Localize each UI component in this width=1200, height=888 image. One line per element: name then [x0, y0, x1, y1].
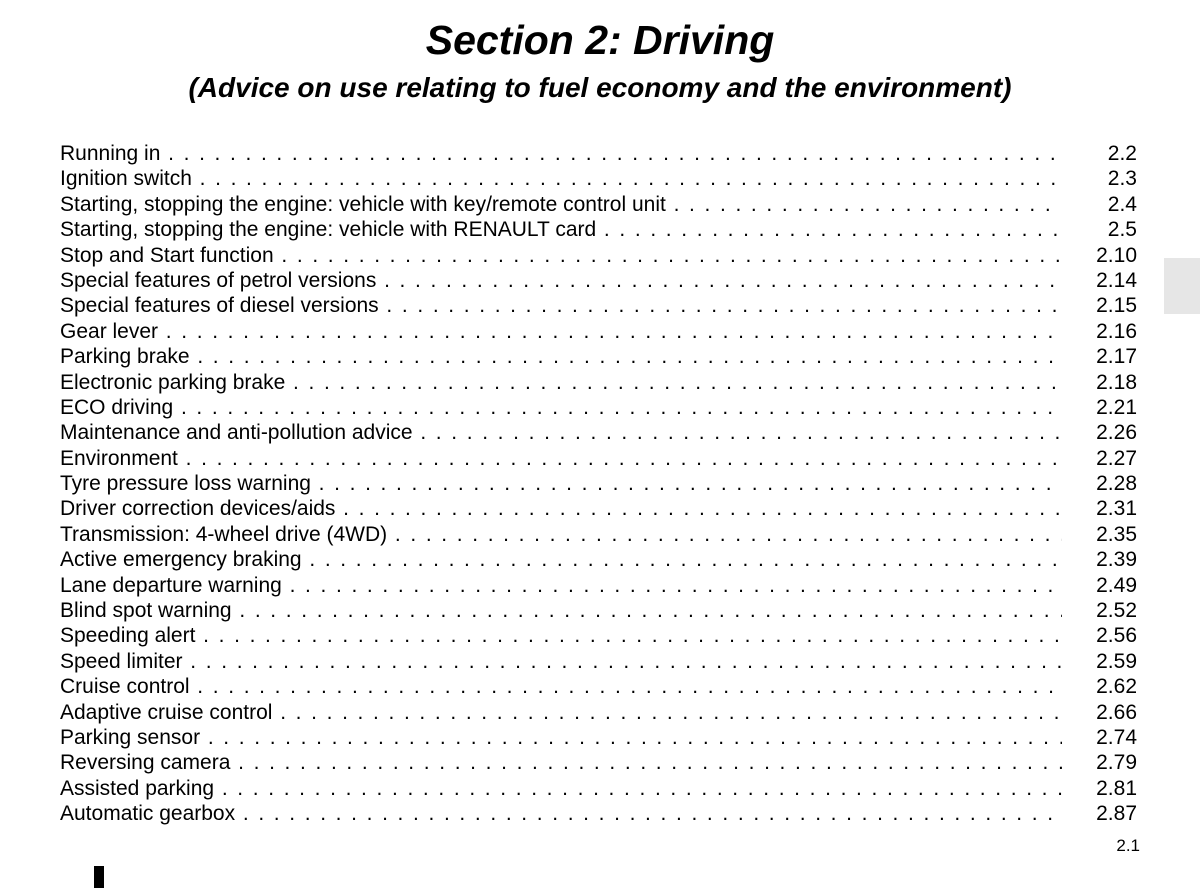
toc-entry-page: 2.59: [1096, 649, 1137, 673]
toc-entry-cruise-control[interactable]: [60, 674, 1140, 699]
toc-entry-title: Blind spot warning . . .: [60, 598, 1062, 623]
toc-entry-title: Maintenance and anti-pollution advice . . .: [60, 420, 1062, 445]
toc-entry-page: 2.52: [1096, 599, 1137, 623]
toc-entry-environment[interactable]: [60, 446, 1140, 471]
toc-entry-transmission-4wd[interactable]: [60, 522, 1140, 547]
toc-entry-page: 2.62: [1096, 675, 1137, 699]
toc-entry-page: 2.35: [1096, 522, 1137, 546]
toc-entry-title: Lane departure warning . . .: [60, 573, 1062, 598]
page-number: 2.1: [1116, 836, 1140, 855]
toc-entry-parking-brake[interactable]: [60, 344, 1140, 369]
toc-entry-page: 2.74: [1096, 725, 1137, 749]
toc-entry-page: 2.4: [1107, 192, 1137, 216]
toc-entry-title: Ignition switch . . .: [60, 166, 1062, 191]
toc-entry-parking-sensor[interactable]: [60, 725, 1140, 750]
toc-entry-eco-driving[interactable]: [60, 395, 1140, 420]
toc-entry-page: 2.10: [1096, 243, 1137, 267]
toc-entry-maintenance-advice[interactable]: [60, 420, 1140, 445]
toc-entry-page: 2.49: [1096, 573, 1137, 597]
toc-entry-blind-spot[interactable]: [60, 598, 1140, 623]
toc-entry-speeding-alert[interactable]: [60, 623, 1140, 648]
toc-entry-page: 2.16: [1096, 319, 1137, 343]
section-side-tab: [1164, 258, 1200, 314]
toc-entry-page: 2.81: [1096, 776, 1137, 800]
toc-entry-page: 2.18: [1096, 370, 1137, 394]
toc-entry-title: Adaptive cruise control . . .: [60, 700, 1062, 725]
toc-entry-speed-limiter[interactable]: [60, 649, 1140, 674]
toc-entry-title: Stop and Start function . . .: [60, 243, 1062, 268]
section-title: Section 2: Driving: [425, 17, 775, 63]
toc-entry-title: ECO driving . . .: [60, 395, 1062, 420]
toc-entry-title: Active emergency braking . . .: [60, 547, 1062, 572]
toc-entry-gear-lever[interactable]: [60, 319, 1140, 344]
toc-entry-page: 2.87: [1096, 802, 1137, 826]
toc-entry-ignition-switch[interactable]: [60, 166, 1140, 191]
toc-entry-electronic-parking-brake[interactable]: [60, 370, 1140, 395]
toc-entry-title: Tyre pressure loss warning . . .: [60, 471, 1062, 496]
toc-entry-page: 2.26: [1096, 421, 1137, 445]
toc-entry-title: Starting, stopping the engine: vehicle with RENAULT card . . .: [60, 217, 1062, 242]
crop-mark: [94, 866, 104, 888]
toc-entry-title: Special features of diesel versions . . .: [60, 293, 1062, 318]
toc-entry-page: 2.28: [1096, 472, 1137, 496]
toc-entry-title: Transmission: 4-wheel drive (4WD) . . .: [60, 522, 1062, 547]
toc-entry-title: Electronic parking brake . . .: [60, 370, 1062, 395]
toc-entry-page: 2.3: [1107, 167, 1137, 191]
toc-entry-automatic-gearbox[interactable]: [60, 801, 1140, 826]
toc-entry-page: 2.56: [1096, 624, 1137, 648]
toc-entry-emergency-braking[interactable]: [60, 547, 1140, 572]
toc-entry-page: 2.17: [1096, 345, 1137, 369]
toc-entry-title: Cruise control . . .: [60, 674, 1062, 699]
toc-entry-title: Reversing camera . . .: [60, 750, 1062, 775]
toc-entry-starting-key[interactable]: [60, 192, 1140, 217]
toc-entry-title: Special features of petrol versions . . .: [60, 268, 1062, 293]
toc-entry-title: Parking brake . . .: [60, 344, 1062, 369]
toc-entry-title: Starting, stopping the engine: vehicle with key/remote control unit . . .: [60, 192, 1062, 217]
toc-entry-page: 2.66: [1096, 700, 1137, 724]
toc-entry-title: Driver correction devices/aids . . .: [60, 496, 1062, 521]
toc-entry-running-in[interactable]: [60, 141, 1140, 166]
toc-entry-reversing-camera[interactable]: [60, 750, 1140, 775]
toc-entry-page: 2.5: [1107, 218, 1137, 242]
toc-entry-page: 2.21: [1096, 395, 1137, 419]
toc-entry-title: Automatic gearbox . . .: [60, 801, 1062, 826]
toc-entry-page: 2.79: [1096, 751, 1137, 775]
toc-entry-tyre-pressure[interactable]: [60, 471, 1140, 496]
toc-entry-title: Environment . . .: [60, 446, 1062, 471]
toc-entry-title: Speeding alert . . .: [60, 623, 1062, 648]
toc-entry-diesel-versions[interactable]: [60, 293, 1140, 318]
toc-entry-page: 2.39: [1096, 548, 1137, 572]
toc-entry-title: Gear lever . . .: [60, 319, 1062, 344]
toc-entry-title: Running in . . .: [60, 141, 1062, 166]
toc-entry-page: 2.31: [1096, 497, 1137, 521]
toc-entry-title: Assisted parking . . .: [60, 776, 1062, 801]
toc-entry-page: 2.27: [1096, 446, 1137, 470]
toc-entry-stop-and-start[interactable]: [60, 243, 1140, 268]
toc-entry-petrol-versions[interactable]: [60, 268, 1140, 293]
toc-entry-adaptive-cruise-control[interactable]: [60, 700, 1140, 725]
toc-entry-lane-departure[interactable]: [60, 573, 1140, 598]
toc-entry-page: 2.2: [1107, 142, 1137, 165]
table-of-contents: [60, 141, 1140, 827]
toc-entry-assisted-parking[interactable]: [60, 776, 1140, 801]
toc-entry-title: Speed limiter . . .: [60, 649, 1062, 674]
toc-entry-page: 2.15: [1096, 294, 1137, 318]
toc-entry-starting-card[interactable]: [60, 217, 1140, 242]
toc-entry-driver-aids[interactable]: [60, 496, 1140, 521]
toc-entry-page: 2.14: [1096, 268, 1137, 292]
toc-entry-title: Parking sensor . . .: [60, 725, 1062, 750]
section-subtitle: (Advice on use relating to fuel economy and the environment): [188, 72, 1012, 103]
